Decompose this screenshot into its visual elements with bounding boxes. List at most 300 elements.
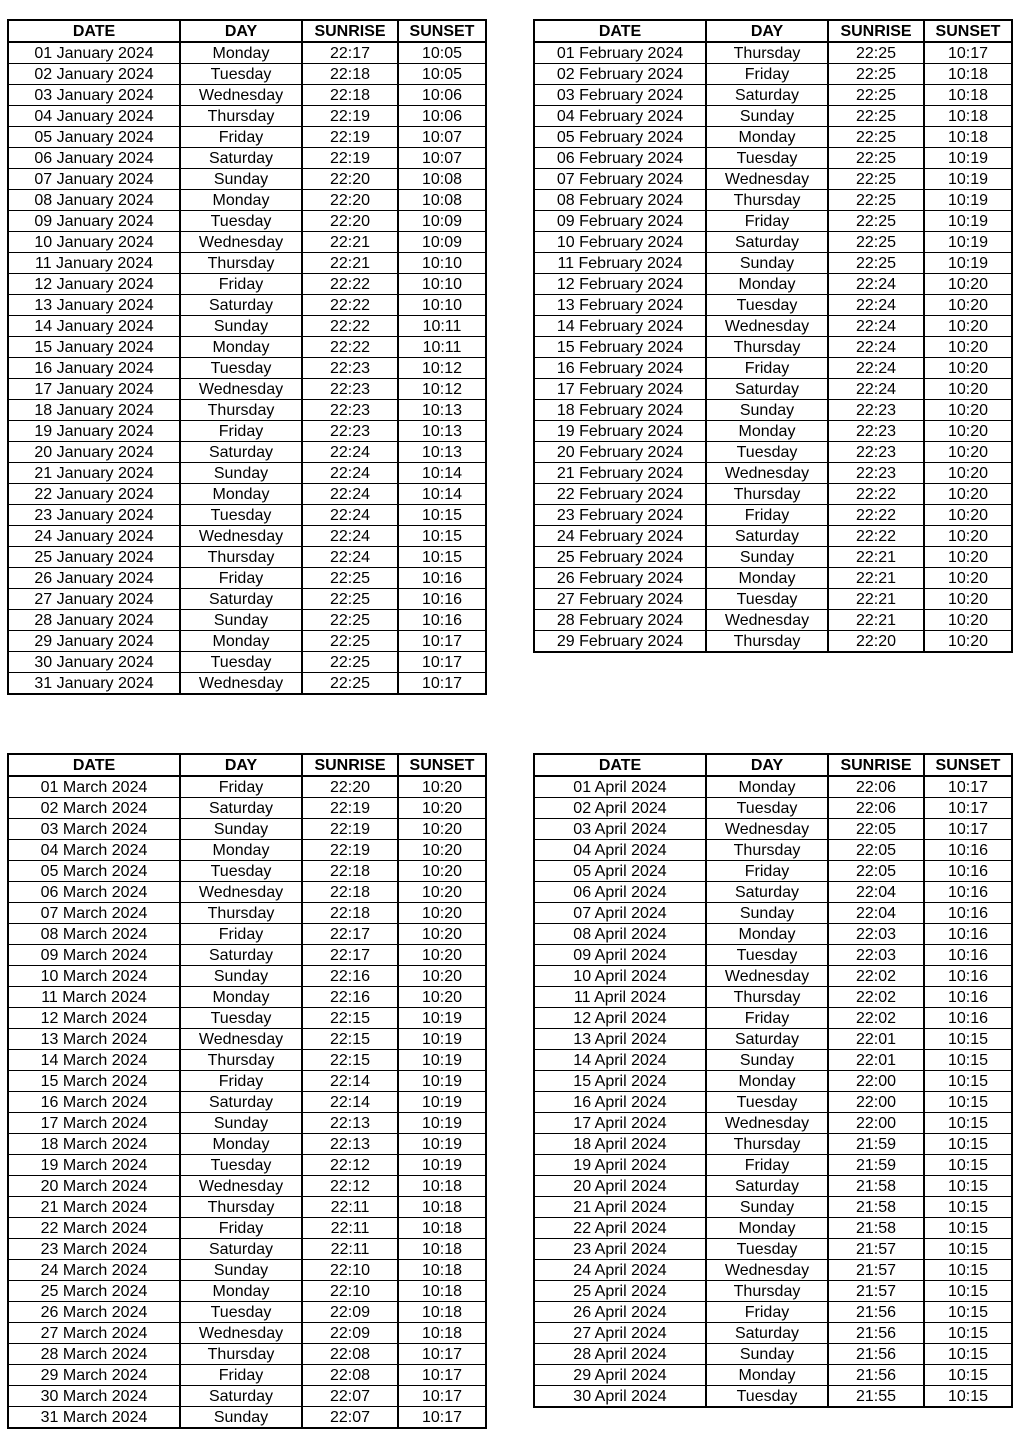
date-cell: 05 March 2024 (8, 861, 180, 882)
date-cell: 28 February 2024 (534, 610, 706, 631)
sunset-cell: 10:18 (398, 1218, 486, 1239)
date-cell: 11 March 2024 (8, 987, 180, 1008)
day-cell: Wednesday (180, 1176, 302, 1197)
table-row (8, 85, 486, 106)
day-cell: Tuesday (706, 1239, 828, 1260)
sunrise-cell: 21:57 (828, 1260, 924, 1281)
sunrise-cell: 22:21 (828, 589, 924, 610)
sunrise-cell: 22:22 (828, 484, 924, 505)
date-cell: 01 February 2024 (534, 42, 706, 64)
sunrise-cell: 22:21 (302, 253, 398, 274)
sunset-cell: 10:16 (924, 924, 1012, 945)
sunrise-cell: 22:11 (302, 1239, 398, 1260)
table-row (8, 1281, 486, 1302)
table-row (8, 987, 486, 1008)
date-cell: 13 February 2024 (534, 295, 706, 316)
sunrise-cell: 22:23 (302, 421, 398, 442)
sunrise-cell: 22:19 (302, 106, 398, 127)
header-sunset: SUNSET (398, 754, 486, 776)
sunset-cell: 10:10 (398, 274, 486, 295)
day-cell: Monday (180, 987, 302, 1008)
date-cell: 05 February 2024 (534, 127, 706, 148)
table-row (8, 148, 486, 169)
table-row (534, 169, 1012, 190)
sunrise-cell: 22:23 (302, 358, 398, 379)
sunrise-cell: 22:25 (302, 673, 398, 695)
table-row (534, 526, 1012, 547)
table-row (534, 463, 1012, 484)
day-cell: Thursday (180, 1050, 302, 1071)
header-sunrise: SUNRISE (302, 20, 398, 42)
day-cell: Monday (706, 274, 828, 295)
sunrise-cell: 22:20 (302, 190, 398, 211)
table-row (8, 1302, 486, 1323)
sunrise-cell: 22:00 (828, 1071, 924, 1092)
table-row (8, 1197, 486, 1218)
table-row (8, 421, 486, 442)
sunset-cell: 10:19 (398, 1050, 486, 1071)
sunrise-cell: 22:25 (302, 610, 398, 631)
sunrise-cell: 22:25 (302, 568, 398, 589)
sunrise-cell: 22:25 (828, 190, 924, 211)
sunrise-cell: 22:23 (828, 463, 924, 484)
sunset-cell: 10:20 (924, 631, 1012, 653)
day-cell: Sunday (706, 1197, 828, 1218)
sunrise-cell: 22:10 (302, 1260, 398, 1281)
sunset-cell: 10:17 (398, 673, 486, 695)
table-row (8, 1134, 486, 1155)
sunset-cell: 10:16 (398, 589, 486, 610)
table-row (8, 316, 486, 337)
sunrise-cell: 22:24 (302, 484, 398, 505)
date-cell: 22 January 2024 (8, 484, 180, 505)
table-row (534, 505, 1012, 526)
table-row (8, 1050, 486, 1071)
sunrise-cell: 22:15 (302, 1029, 398, 1050)
date-cell: 03 February 2024 (534, 85, 706, 106)
sunrise-cell: 22:19 (302, 127, 398, 148)
sunset-cell: 10:20 (924, 589, 1012, 610)
sunset-cell: 10:15 (924, 1071, 1012, 1092)
day-cell: Monday (180, 337, 302, 358)
day-cell: Saturday (180, 798, 302, 819)
date-cell: 16 January 2024 (8, 358, 180, 379)
day-cell: Sunday (180, 1260, 302, 1281)
table-row (534, 379, 1012, 400)
date-cell: 08 February 2024 (534, 190, 706, 211)
sunrise-cell: 22:09 (302, 1302, 398, 1323)
sunrise-cell: 22:23 (828, 442, 924, 463)
table-row (8, 673, 486, 695)
table-row (8, 1344, 486, 1365)
sunrise-cell: 21:58 (828, 1218, 924, 1239)
sunrise-cell: 21:56 (828, 1323, 924, 1344)
day-cell: Wednesday (706, 1260, 828, 1281)
day-cell: Wednesday (706, 169, 828, 190)
sunset-cell: 10:17 (398, 652, 486, 673)
date-cell: 12 April 2024 (534, 1008, 706, 1029)
date-cell: 30 March 2024 (8, 1386, 180, 1407)
table-row (534, 1302, 1012, 1323)
sunset-cell: 10:15 (924, 1239, 1012, 1260)
sunrise-cell: 22:18 (302, 85, 398, 106)
sunrise-cell: 22:22 (302, 274, 398, 295)
sunrise-cell: 22:23 (828, 400, 924, 421)
sunrise-cell: 22:13 (302, 1134, 398, 1155)
day-cell: Saturday (180, 1386, 302, 1407)
day-cell: Monday (180, 631, 302, 652)
day-cell: Sunday (706, 1050, 828, 1071)
date-cell: 10 March 2024 (8, 966, 180, 987)
table-row (534, 1344, 1012, 1365)
sunset-cell: 10:18 (398, 1197, 486, 1218)
sunset-cell: 10:20 (398, 776, 486, 798)
sunset-cell: 10:20 (924, 421, 1012, 442)
date-cell: 06 March 2024 (8, 882, 180, 903)
sunrise-cell: 22:15 (302, 1050, 398, 1071)
day-cell: Saturday (180, 1092, 302, 1113)
date-cell: 17 March 2024 (8, 1113, 180, 1134)
date-cell: 29 March 2024 (8, 1365, 180, 1386)
sunrise-cell: 22:01 (828, 1029, 924, 1050)
sunset-cell: 10:08 (398, 190, 486, 211)
date-cell: 27 January 2024 (8, 589, 180, 610)
day-cell: Tuesday (706, 798, 828, 819)
day-cell: Thursday (706, 190, 828, 211)
sunset-cell: 10:05 (398, 42, 486, 64)
date-cell: 28 March 2024 (8, 1344, 180, 1365)
sunset-cell: 10:10 (398, 253, 486, 274)
sunrise-cell: 22:20 (302, 211, 398, 232)
sunset-cell: 10:19 (398, 1092, 486, 1113)
date-cell: 17 January 2024 (8, 379, 180, 400)
table-row (8, 127, 486, 148)
sunset-cell: 10:20 (924, 568, 1012, 589)
day-cell: Wednesday (180, 673, 302, 695)
day-cell: Saturday (706, 1176, 828, 1197)
table-row (534, 1092, 1012, 1113)
date-cell: 25 March 2024 (8, 1281, 180, 1302)
table-row (8, 610, 486, 631)
date-cell: 04 April 2024 (534, 840, 706, 861)
day-cell: Tuesday (180, 861, 302, 882)
sunrise-cell: 22:19 (302, 840, 398, 861)
sunrise-cell: 22:22 (302, 316, 398, 337)
header-sunset: SUNSET (924, 754, 1012, 776)
sunset-cell: 10:20 (398, 987, 486, 1008)
date-cell: 04 February 2024 (534, 106, 706, 127)
day-cell: Monday (706, 1071, 828, 1092)
sunrise-cell: 22:05 (828, 861, 924, 882)
sunset-cell: 10:16 (924, 945, 1012, 966)
sunrise-cell: 22:19 (302, 819, 398, 840)
table-row (534, 1323, 1012, 1344)
sunrise-cell: 22:01 (828, 1050, 924, 1071)
sunrise-cell: 22:18 (302, 903, 398, 924)
day-cell: Friday (180, 274, 302, 295)
date-cell: 17 February 2024 (534, 379, 706, 400)
table-row (8, 463, 486, 484)
sunrise-cell: 22:24 (302, 442, 398, 463)
table-row (534, 316, 1012, 337)
sunrise-cell: 22:24 (302, 505, 398, 526)
sunrise-cell: 22:24 (828, 379, 924, 400)
date-cell: 06 January 2024 (8, 148, 180, 169)
sunrise-cell: 22:20 (302, 776, 398, 798)
date-cell: 30 January 2024 (8, 652, 180, 673)
sunrise-cell: 22:24 (828, 295, 924, 316)
table-row (534, 882, 1012, 903)
sunrise-cell: 22:02 (828, 1008, 924, 1029)
date-cell: 07 April 2024 (534, 903, 706, 924)
date-cell: 25 April 2024 (534, 1281, 706, 1302)
sunrise-cell: 22:20 (302, 169, 398, 190)
date-cell: 27 April 2024 (534, 1323, 706, 1344)
table-row (534, 253, 1012, 274)
day-cell: Saturday (706, 85, 828, 106)
date-cell: 09 February 2024 (534, 211, 706, 232)
sunset-cell: 10:09 (398, 232, 486, 253)
day-cell: Sunday (180, 169, 302, 190)
table-row (534, 631, 1012, 653)
table-row (8, 295, 486, 316)
table-row (8, 589, 486, 610)
table-row (8, 42, 486, 64)
table-row (534, 1239, 1012, 1260)
table-row (8, 840, 486, 861)
table-row (8, 1260, 486, 1281)
sunrise-cell: 22:22 (828, 505, 924, 526)
date-cell: 26 February 2024 (534, 568, 706, 589)
table-row (8, 484, 486, 505)
day-cell: Thursday (180, 400, 302, 421)
day-cell: Tuesday (180, 358, 302, 379)
sunset-cell: 10:20 (924, 526, 1012, 547)
day-cell: Friday (180, 1365, 302, 1386)
table-row (534, 819, 1012, 840)
date-cell: 31 March 2024 (8, 1407, 180, 1429)
day-cell: Friday (180, 421, 302, 442)
date-cell: 04 January 2024 (8, 106, 180, 127)
date-cell: 16 March 2024 (8, 1092, 180, 1113)
table-row (534, 1218, 1012, 1239)
table-row (8, 1155, 486, 1176)
date-cell: 22 April 2024 (534, 1218, 706, 1239)
sunrise-cell: 21:59 (828, 1155, 924, 1176)
sunrise-cell: 22:25 (302, 652, 398, 673)
sunrise-cell: 21:58 (828, 1176, 924, 1197)
table-row (534, 106, 1012, 127)
sunrise-cell: 22:19 (302, 148, 398, 169)
sunset-cell: 10:17 (398, 1407, 486, 1429)
day-cell: Saturday (706, 1029, 828, 1050)
date-cell: 21 March 2024 (8, 1197, 180, 1218)
april-table (533, 753, 1013, 1408)
table-row (534, 1197, 1012, 1218)
date-cell: 22 February 2024 (534, 484, 706, 505)
sunrise-cell: 22:06 (828, 776, 924, 798)
sunset-cell: 10:19 (398, 1113, 486, 1134)
sunset-cell: 10:20 (924, 463, 1012, 484)
date-cell: 21 February 2024 (534, 463, 706, 484)
day-cell: Sunday (180, 819, 302, 840)
sunset-cell: 10:19 (398, 1029, 486, 1050)
header-sunrise: SUNRISE (828, 754, 924, 776)
day-cell: Monday (180, 1134, 302, 1155)
date-cell: 18 January 2024 (8, 400, 180, 421)
header-sunset: SUNSET (398, 20, 486, 42)
day-cell: Saturday (180, 945, 302, 966)
table-row (534, 42, 1012, 64)
table-row (8, 106, 486, 127)
date-cell: 23 March 2024 (8, 1239, 180, 1260)
header-day: DAY (706, 20, 828, 42)
date-cell: 20 April 2024 (534, 1176, 706, 1197)
date-cell: 23 February 2024 (534, 505, 706, 526)
day-cell: Thursday (180, 253, 302, 274)
sunset-cell: 10:07 (398, 127, 486, 148)
sunset-cell: 10:15 (924, 1218, 1012, 1239)
table-row (534, 798, 1012, 819)
sunset-cell: 10:16 (924, 861, 1012, 882)
sunrise-cell: 22:06 (828, 798, 924, 819)
header-date: DATE (8, 20, 180, 42)
table-row (534, 442, 1012, 463)
day-cell: Thursday (706, 42, 828, 64)
sunset-cell: 10:15 (924, 1260, 1012, 1281)
table-row (534, 400, 1012, 421)
day-cell: Tuesday (180, 1302, 302, 1323)
sunset-cell: 10:20 (398, 819, 486, 840)
sunrise-cell: 22:24 (828, 337, 924, 358)
sunset-cell: 10:15 (398, 547, 486, 568)
day-cell: Saturday (706, 1323, 828, 1344)
date-cell: 27 February 2024 (534, 589, 706, 610)
sunset-cell: 10:20 (398, 882, 486, 903)
sunset-cell: 10:12 (398, 358, 486, 379)
february-table (533, 19, 1013, 653)
day-cell: Tuesday (706, 589, 828, 610)
date-cell: 15 March 2024 (8, 1071, 180, 1092)
sunset-cell: 10:19 (924, 190, 1012, 211)
table-row (8, 379, 486, 400)
date-cell: 22 March 2024 (8, 1218, 180, 1239)
sunrise-cell: 22:21 (302, 232, 398, 253)
sunset-cell: 10:17 (398, 1365, 486, 1386)
date-cell: 31 January 2024 (8, 673, 180, 695)
date-cell: 21 April 2024 (534, 1197, 706, 1218)
day-cell: Sunday (180, 1113, 302, 1134)
sunrise-cell: 22:03 (828, 945, 924, 966)
day-cell: Friday (706, 505, 828, 526)
date-cell: 26 March 2024 (8, 1302, 180, 1323)
sunset-cell: 10:18 (398, 1260, 486, 1281)
date-cell: 09 April 2024 (534, 945, 706, 966)
sunrise-cell: 22:07 (302, 1386, 398, 1407)
sunrise-cell: 22:18 (302, 861, 398, 882)
sunrise-cell: 22:12 (302, 1155, 398, 1176)
date-cell: 19 April 2024 (534, 1155, 706, 1176)
day-cell: Saturday (706, 232, 828, 253)
sunset-cell: 10:17 (398, 631, 486, 652)
sunset-cell: 10:14 (398, 463, 486, 484)
sunrise-cell: 22:00 (828, 1113, 924, 1134)
sunset-cell: 10:13 (398, 400, 486, 421)
day-cell: Tuesday (180, 652, 302, 673)
sunset-cell: 10:15 (924, 1029, 1012, 1050)
date-cell: 11 February 2024 (534, 253, 706, 274)
sunset-cell: 10:20 (924, 505, 1012, 526)
date-cell: 11 April 2024 (534, 987, 706, 1008)
day-cell: Monday (180, 484, 302, 505)
sunrise-cell: 22:25 (302, 589, 398, 610)
table-row (534, 966, 1012, 987)
table-row (534, 1281, 1012, 1302)
table-row (8, 903, 486, 924)
day-cell: Wednesday (180, 85, 302, 106)
sunset-cell: 10:19 (398, 1155, 486, 1176)
day-cell: Friday (706, 1302, 828, 1323)
sunset-cell: 10:16 (398, 610, 486, 631)
sunset-cell: 10:15 (924, 1302, 1012, 1323)
date-cell: 04 March 2024 (8, 840, 180, 861)
date-cell: 12 March 2024 (8, 1008, 180, 1029)
sunset-cell: 10:20 (924, 484, 1012, 505)
day-cell: Thursday (706, 1281, 828, 1302)
sunset-cell: 10:19 (924, 232, 1012, 253)
sunset-cell: 10:18 (398, 1239, 486, 1260)
day-cell: Sunday (706, 1344, 828, 1365)
date-cell: 20 March 2024 (8, 1176, 180, 1197)
sunset-cell: 10:15 (924, 1113, 1012, 1134)
table-row (8, 442, 486, 463)
sunrise-cell: 22:05 (828, 840, 924, 861)
table-row (8, 1365, 486, 1386)
sunset-cell: 10:15 (924, 1344, 1012, 1365)
date-cell: 25 January 2024 (8, 547, 180, 568)
day-cell: Thursday (180, 1344, 302, 1365)
date-cell: 24 February 2024 (534, 526, 706, 547)
table-row (534, 337, 1012, 358)
sunset-cell: 10:15 (924, 1323, 1012, 1344)
sunset-cell: 10:20 (398, 966, 486, 987)
sunrise-cell: 22:07 (302, 1407, 398, 1429)
table-row (8, 1407, 486, 1429)
sunset-cell: 10:15 (398, 505, 486, 526)
table-row (8, 1239, 486, 1260)
sunrise-cell: 22:24 (302, 526, 398, 547)
date-cell: 03 January 2024 (8, 85, 180, 106)
sunset-cell: 10:11 (398, 337, 486, 358)
table-row (534, 903, 1012, 924)
day-cell: Friday (180, 1071, 302, 1092)
table-row (534, 1008, 1012, 1029)
header-day: DAY (180, 754, 302, 776)
day-cell: Sunday (180, 463, 302, 484)
sunset-cell: 10:19 (924, 169, 1012, 190)
sunrise-cell: 22:04 (828, 903, 924, 924)
table-row (534, 840, 1012, 861)
sunset-cell: 10:07 (398, 148, 486, 169)
day-cell: Thursday (180, 903, 302, 924)
sunset-cell: 10:18 (924, 127, 1012, 148)
header-row (8, 20, 486, 42)
table-row (534, 1134, 1012, 1155)
sunset-cell: 10:15 (924, 1281, 1012, 1302)
day-cell: Tuesday (180, 1155, 302, 1176)
sunrise-cell: 22:25 (828, 232, 924, 253)
sunrise-cell: 22:00 (828, 1092, 924, 1113)
